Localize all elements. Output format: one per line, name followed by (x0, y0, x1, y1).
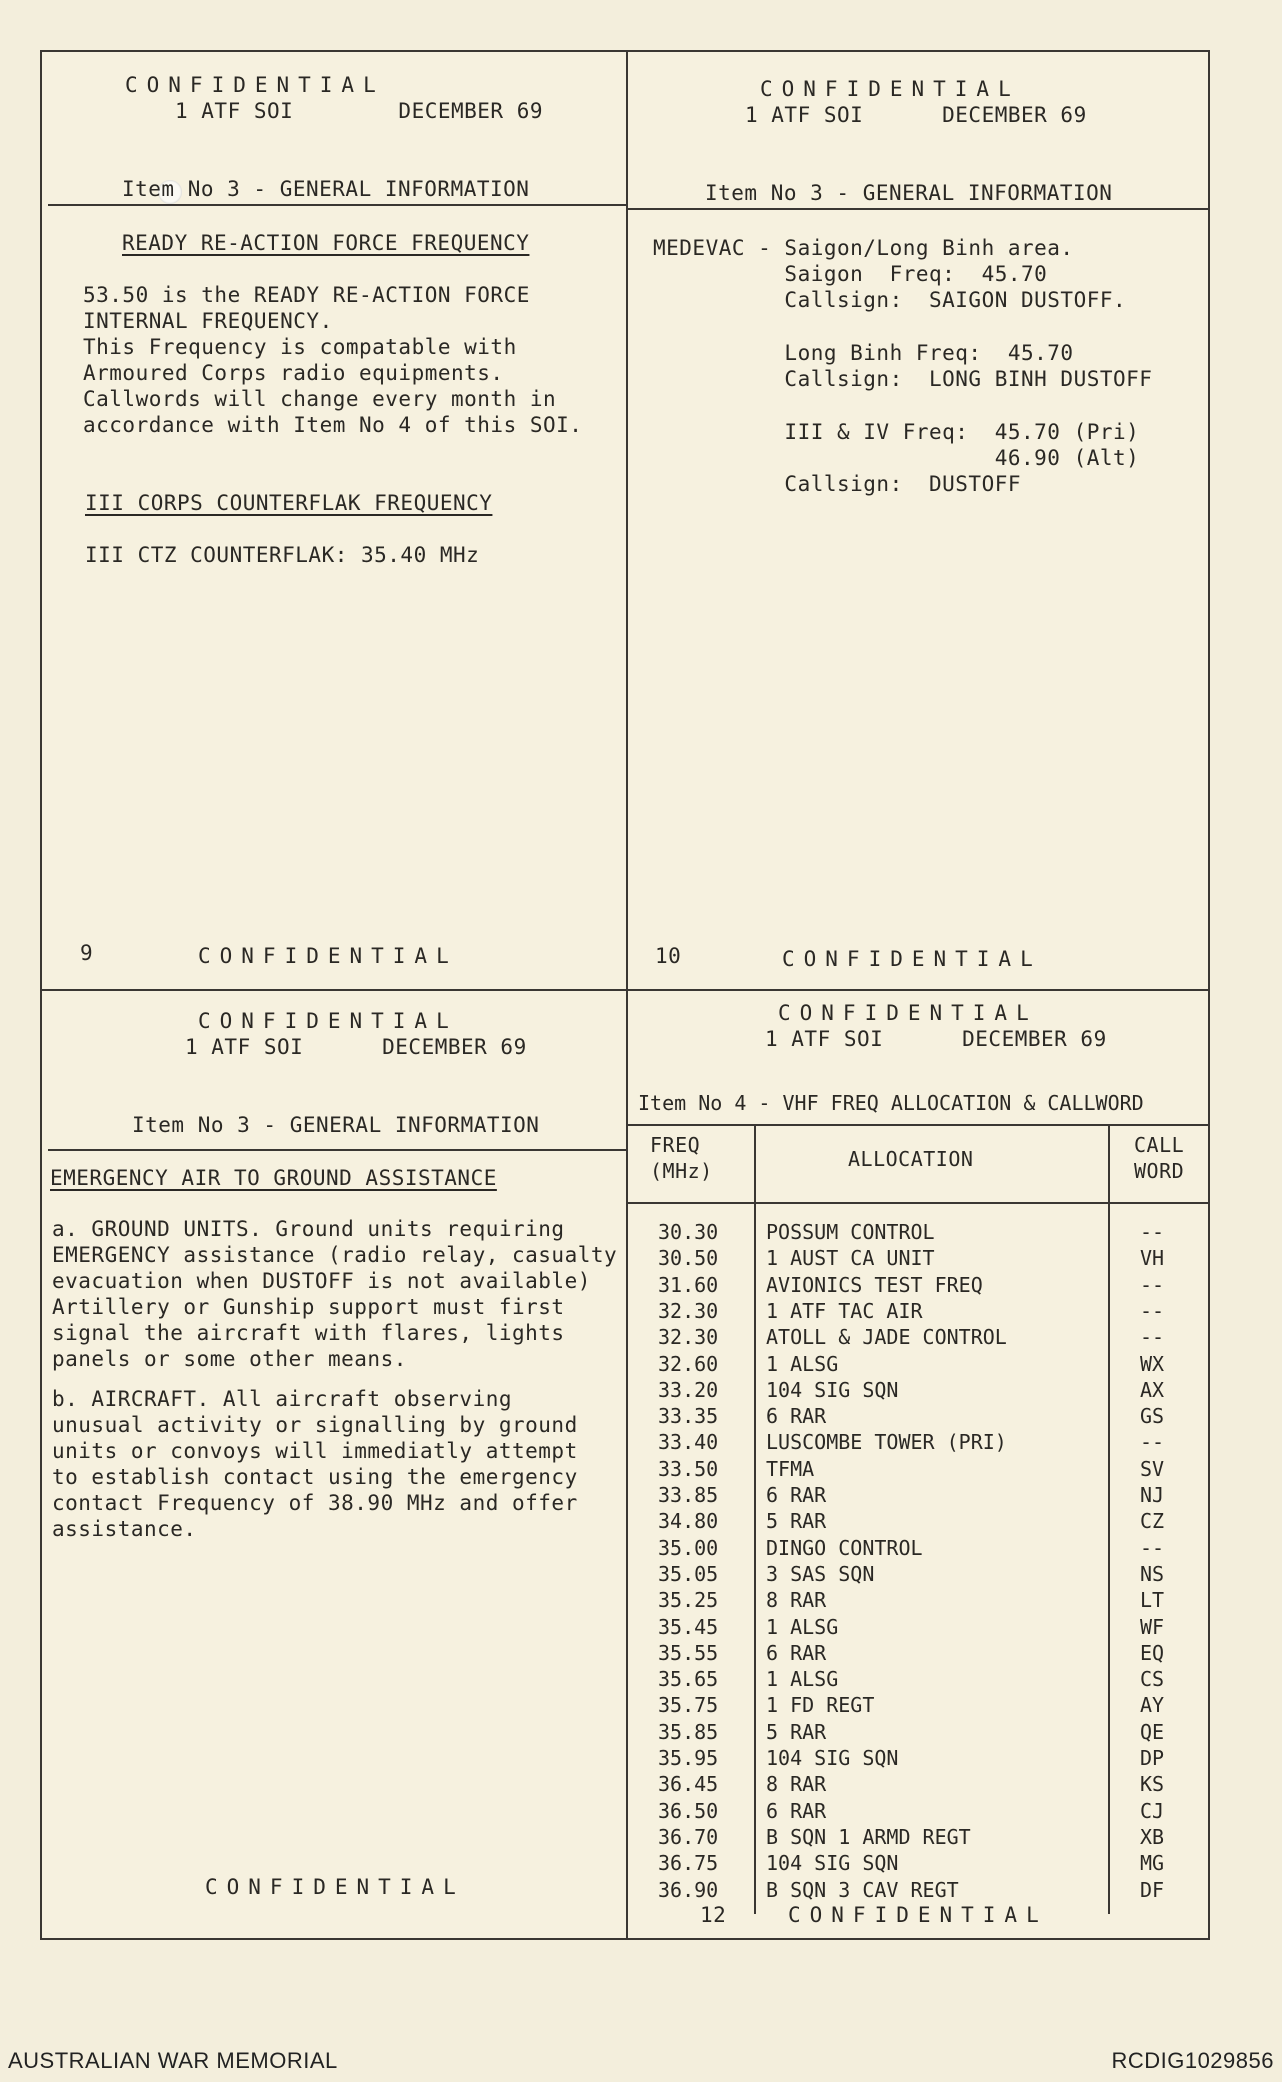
p11-footer: CONFIDENTIAL (205, 1875, 465, 1899)
p10-unit-date: 1 ATF SOI DECEMBER 69 (745, 103, 1087, 127)
table-row (628, 1220, 1208, 1246)
allocation-cell: POSSUM CONTROL (766, 1220, 935, 1244)
middle-divider (40, 989, 1210, 991)
freq-cell: 33.40 (658, 1430, 719, 1455)
callword-cell: -- (1140, 1430, 1165, 1455)
allocation-cell: 1 ALSG (766, 1667, 839, 1692)
left-border (40, 50, 42, 1940)
freq-cell: 35.85 (658, 1719, 719, 1744)
right-border (1208, 50, 1210, 1940)
p12-header: CONFIDENTIAL (778, 1001, 1038, 1025)
callword-cell: QE (1140, 1719, 1165, 1744)
freq-cell: 35.00 (658, 1535, 719, 1560)
allocation-cell: 6 RAR (766, 1640, 827, 1665)
p11-para-a-5: signal the aircraft with flares, lights (52, 1321, 565, 1345)
p11-para-a-4: Artillery or Gunship support must first (52, 1295, 565, 1319)
table-row (628, 1825, 1208, 1851)
allocation-cell: 104 SIG SQN (766, 1746, 899, 1770)
table-row (628, 1299, 1208, 1325)
table-row (628, 1588, 1208, 1614)
p10-item-title: Item No 3 - GENERAL INFORMATION (705, 181, 1113, 205)
allocation-cell: 104 SIG SQN (766, 1851, 899, 1876)
p9-unit-date: 1 ATF SOI DECEMBER 69 (175, 99, 544, 123)
p9-section1-title: READY RE-ACTION FORCE FREQUENCY (122, 231, 530, 255)
p10-footer: CONFIDENTIAL (782, 947, 1042, 971)
p9-section1-line-4: Armoured Corps radio equipments. (83, 361, 504, 385)
table-row (628, 1772, 1208, 1798)
table-row (628, 1667, 1208, 1693)
allocation-cell: 1 AUST CA UNIT (766, 1246, 935, 1271)
callword-cell: VH (1140, 1246, 1165, 1271)
col-header-allocation: ALLOCATION (848, 1147, 974, 1171)
freq-cell: 36.75 (658, 1851, 719, 1876)
callword-cell: CZ (1140, 1509, 1165, 1534)
p11-para-b-4: to establish contact using the emergency (52, 1465, 578, 1489)
table-row (628, 1404, 1208, 1430)
table-top-rule (628, 1124, 1208, 1126)
freq-cell: 36.70 (658, 1824, 719, 1849)
p10-line-10: Callsign: DUSTOFF (653, 472, 1022, 496)
callword-cell: CS (1140, 1667, 1165, 1692)
freq-cell: 36.90 (658, 1877, 719, 1902)
freq-cell: 36.50 (658, 1798, 719, 1823)
callword-cell: SV (1140, 1456, 1165, 1481)
freq-cell: 35.55 (658, 1640, 719, 1665)
p10-line-2: Saigon Freq: 45.70 (653, 262, 1048, 286)
callword-cell: DP (1140, 1746, 1165, 1770)
p9-section1-line-2: INTERNAL FREQUENCY. (83, 309, 333, 333)
p9-footer: CONFIDENTIAL (198, 944, 458, 968)
p9-section1-line-5: Callwords will change every month in (83, 387, 557, 411)
table-row (628, 1746, 1208, 1772)
freq-cell: 31.60 (658, 1272, 719, 1297)
col-header-callword: CALL WORD (1134, 1133, 1185, 1183)
p11-para-b-5: contact Frequency of 38.90 MHz and offer (52, 1491, 578, 1515)
callword-cell: KS (1140, 1772, 1165, 1797)
table-row (628, 1273, 1208, 1299)
p9-header: CONFIDENTIAL (125, 73, 385, 97)
callword-cell: WF (1140, 1614, 1165, 1639)
freq-cell: 32.60 (658, 1351, 719, 1376)
p11-header-rule (48, 1149, 626, 1151)
freq-cell: 35.45 (658, 1614, 719, 1639)
p10-line-1: MEDEVAC - Saigon/Long Binh area. (653, 236, 1074, 260)
p12-unit-date: 1 ATF SOI DECEMBER 69 (765, 1027, 1107, 1051)
freq-cell: 35.05 (658, 1561, 719, 1586)
allocation-cell: 1 ALSG (766, 1614, 839, 1639)
table-row (628, 1693, 1208, 1719)
callword-cell: NJ (1140, 1483, 1165, 1507)
footer-id: RCDIG1029856 (1111, 2048, 1274, 2073)
table-row (628, 1325, 1208, 1351)
p11-item-title: Item No 3 - GENERAL INFORMATION (132, 1113, 540, 1137)
allocation-cell: 1 FD REGT (766, 1693, 875, 1718)
allocation-cell: B SQN 3 CAV REGT (766, 1877, 959, 1902)
table-row (628, 1378, 1208, 1404)
table-row (628, 1352, 1208, 1378)
freq-cell: 36.45 (658, 1772, 719, 1797)
allocation-cell: 5 RAR (766, 1719, 827, 1744)
table-row (628, 1720, 1208, 1746)
callword-cell: EQ (1140, 1640, 1165, 1665)
p9-section1-line-6: accordance with Item No 4 of this SOI. (83, 413, 583, 437)
freq-cell: 30.50 (658, 1246, 719, 1271)
callword-cell: -- (1140, 1272, 1165, 1297)
table-rows (628, 1220, 1208, 1910)
freq-cell: 30.30 (658, 1220, 719, 1244)
freq-cell: 34.80 (658, 1509, 719, 1534)
p11-unit-date: 1 ATF SOI DECEMBER 69 (185, 1035, 527, 1059)
allocation-cell: 6 RAR (766, 1483, 827, 1507)
callword-cell: XB (1140, 1824, 1165, 1849)
callword-cell: DF (1140, 1877, 1165, 1902)
allocation-cell: 8 RAR (766, 1772, 827, 1797)
p10-header: CONFIDENTIAL (760, 77, 1020, 101)
p12-page-number: 12 (700, 1903, 727, 1927)
p10-line-8: III & IV Freq: 45.70 (Pri) (653, 420, 1140, 444)
allocation-cell: 6 RAR (766, 1404, 827, 1429)
freq-cell: 33.35 (658, 1404, 719, 1429)
allocation-cell: 104 SIG SQN (766, 1377, 899, 1402)
freq-cell: 35.65 (658, 1667, 719, 1692)
freq-cell: 32.30 (658, 1298, 719, 1323)
allocation-cell: 6 RAR (766, 1798, 827, 1823)
p11-para-b-2: unusual activity or signalling by ground (52, 1413, 578, 1437)
footer-source: AUSTRALIAN WAR MEMORIAL (8, 2048, 338, 2073)
p11-para-b-6: assistance. (52, 1517, 197, 1541)
p10-header-rule (628, 208, 1208, 210)
allocation-cell: B SQN 1 ARMD REGT (766, 1824, 971, 1849)
p9-section2-title: III CORPS COUNTERFLAK FREQUENCY (85, 491, 493, 515)
table-row (628, 1483, 1208, 1509)
p10-line-3: Callsign: SAIGON DUSTOFF. (653, 288, 1127, 312)
table-row (628, 1878, 1208, 1904)
table-row (628, 1615, 1208, 1641)
p11-para-b-1: b. AIRCRAFT. All aircraft observing (52, 1387, 513, 1411)
allocation-cell: TFMA (766, 1456, 815, 1481)
callword-cell: -- (1140, 1535, 1165, 1560)
allocation-cell: 3 SAS SQN (766, 1561, 875, 1586)
freq-cell: 35.25 (658, 1588, 719, 1613)
callword-cell: WX (1140, 1351, 1165, 1376)
freq-cell: 33.85 (658, 1483, 719, 1507)
p11-header: CONFIDENTIAL (198, 1009, 458, 1033)
p12-footer: CONFIDENTIAL (788, 1903, 1048, 1927)
p12-item-title: Item No 4 - VHF FREQ ALLOCATION & CALLWORD (638, 1091, 1144, 1115)
p11-para-a-6: panels or some other means. (52, 1347, 407, 1371)
allocation-table (628, 1124, 1208, 1914)
freq-cell: 33.20 (658, 1377, 719, 1402)
freq-cell: 35.95 (658, 1746, 719, 1770)
table-row (628, 1246, 1208, 1272)
p11-para-a-1: a. GROUND UNITS. Ground units requiring (52, 1217, 565, 1241)
freq-cell: 35.75 (658, 1693, 719, 1718)
table-row (628, 1536, 1208, 1562)
top-border (40, 50, 1210, 52)
p11-section-title: EMERGENCY AIR TO GROUND ASSISTANCE (50, 1166, 497, 1190)
table-row (628, 1641, 1208, 1667)
table-header-rule (628, 1202, 1208, 1204)
allocation-cell: 8 RAR (766, 1588, 827, 1613)
table-row (628, 1430, 1208, 1456)
callword-cell: AX (1140, 1377, 1165, 1402)
allocation-cell: LUSCOMBE TOWER (PRI) (766, 1430, 1007, 1455)
freq-cell: 32.30 (658, 1325, 719, 1350)
p9-section2-body: III CTZ COUNTERFLAK: 35.40 MHz (85, 543, 480, 567)
table-row (628, 1562, 1208, 1588)
callword-cell: -- (1140, 1325, 1165, 1350)
p10-line-5: Long Binh Freq: 45.70 (653, 341, 1074, 365)
p11-para-b-3: units or convoys will immediatly attempt (52, 1439, 578, 1463)
callword-cell: GS (1140, 1404, 1165, 1429)
allocation-cell: 1 ATF TAC AIR (766, 1298, 923, 1323)
p9-header-rule (48, 204, 626, 206)
callword-cell: CJ (1140, 1798, 1165, 1823)
col-header-freq: FREQ (MHz) (650, 1133, 713, 1183)
p11-para-a-2: EMERGENCY assistance (radio relay, casualty (52, 1243, 618, 1267)
table-row (628, 1851, 1208, 1877)
callword-cell: -- (1140, 1220, 1165, 1244)
allocation-cell: DINGO CONTROL (766, 1535, 923, 1560)
callword-cell: LT (1140, 1588, 1165, 1613)
p9-item-title: Item No 3 - GENERAL INFORMATION (122, 177, 530, 201)
p10-page-number: 10 (655, 944, 682, 968)
bottom-border (40, 1938, 1210, 1940)
p9-section1-line-1: 53.50 is the READY RE-ACTION FORCE (83, 283, 530, 307)
p9-section1-line-3: This Frequency is compatable with (83, 335, 517, 359)
allocation-cell: AVIONICS TEST FREQ (766, 1272, 983, 1297)
allocation-cell: ATOLL & JADE CONTROL (766, 1325, 1007, 1350)
allocation-cell: 5 RAR (766, 1509, 827, 1534)
allocation-cell: 1 ALSG (766, 1351, 839, 1376)
p10-line-9: 46.90 (Alt) (653, 446, 1140, 470)
document-sheet (40, 50, 1210, 1940)
callword-cell: AY (1140, 1693, 1165, 1718)
p10-line-6: Callsign: LONG BINH DUSTOFF (653, 367, 1153, 391)
freq-cell: 33.50 (658, 1456, 719, 1481)
callword-cell: NS (1140, 1561, 1165, 1586)
table-row (628, 1457, 1208, 1483)
p9-page-number: 9 (80, 941, 94, 965)
p11-para-a-3: evacuation when DUSTOFF is not available) (52, 1269, 591, 1293)
callword-cell: -- (1140, 1298, 1165, 1323)
table-row (628, 1799, 1208, 1825)
callword-cell: MG (1140, 1851, 1165, 1876)
table-row (628, 1509, 1208, 1535)
